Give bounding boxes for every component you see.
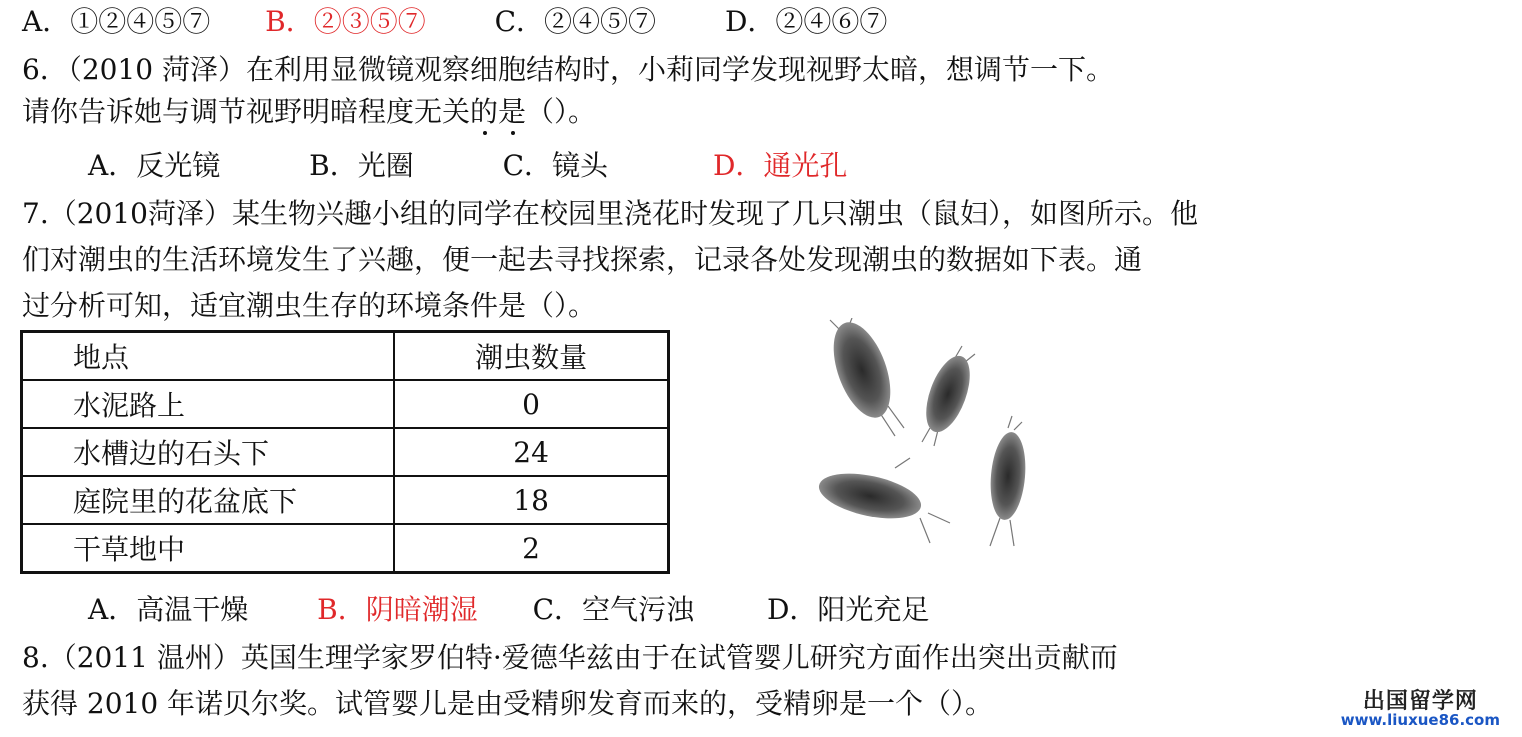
q5-options <box>22 2 887 42</box>
woodlouse-count-table <box>20 330 670 574</box>
table-row <box>22 380 669 428</box>
table-cell-location: 水槽边的石头下 <box>22 428 395 476</box>
q5-option-a: A．①②④⑤⑦ <box>22 5 211 38</box>
q5-option-d: D．②④⑥⑦ <box>724 5 888 38</box>
table-cell-count: 0 <box>394 380 668 428</box>
woodlouse-body <box>815 466 925 527</box>
q6-line-1: 6．（2010 菏泽）在利用显微镜观察细胞结构时，小莉同学发现视野太暗，想调节一下。 <box>22 53 1114 86</box>
table-row <box>22 524 669 573</box>
q7-option-c: C．空气污浊 <box>532 593 695 626</box>
emphasis-dot <box>483 131 487 135</box>
q6-option-c: C．镜头 <box>502 149 609 182</box>
table-cell-location: 庭院里的花盆底下 <box>22 476 395 524</box>
woodlouse-illustration <box>800 318 1045 558</box>
q7-line-1: 7.（2010菏泽）某生物兴趣小组的同学在校园里浇花时发现了几只潮虫（鼠妇），如图所示。他 <box>22 197 1198 230</box>
q7-line-2: 们对潮虫的生活环境发生了兴趣，便一起去寻找探索，记录各处发现潮虫的数据如下表。通 <box>22 243 1143 276</box>
site-watermark <box>1341 690 1500 729</box>
table-header-location: 地点 <box>22 332 395 381</box>
table-header-count: 潮虫数量 <box>394 332 668 381</box>
q7-option-b: B．阴暗潮湿 <box>317 593 478 626</box>
table-row <box>22 428 669 476</box>
q7-options <box>88 590 929 630</box>
q6-options <box>88 146 847 186</box>
table-cell-count: 18 <box>394 476 668 524</box>
q6-option-d: D．通光孔 <box>712 149 848 182</box>
woodlouse-body <box>987 431 1029 522</box>
table-header-row <box>22 332 669 381</box>
q7-option-d: D．阳光充足 <box>766 593 930 626</box>
table-cell-location: 水泥路上 <box>22 380 395 428</box>
q6-option-a: A．反光镜 <box>88 149 221 182</box>
emphasis-dot <box>511 131 515 135</box>
table-cell-count: 24 <box>394 428 668 476</box>
woodlouse-bodies <box>815 318 1029 526</box>
watermark-url: www.liuxue86.com <box>1340 711 1500 730</box>
q7-line-3: 过分析可知，适宜潮虫生存的环境条件是（）。 <box>22 289 597 322</box>
q8-line-2: 获得 2010 年诺贝尔奖。试管婴儿是由受精卵发育而来的，受精卵是一个（）。 <box>22 687 994 720</box>
q8-line-1: 8.（2011 温州）英国生理学家罗伯特·爱德华兹由于在试管婴儿研究方面作出突出贡献而 <box>22 641 1118 674</box>
woodlouse-body <box>917 350 978 437</box>
table-cell-location: 干草地中 <box>22 524 395 573</box>
q5-option-c: C．②④⑤⑦ <box>494 5 657 38</box>
table-row <box>22 476 669 524</box>
q6-option-b: B．光圈 <box>309 149 414 182</box>
q7-option-a: A．高温干燥 <box>88 593 249 626</box>
table-cell-count: 2 <box>394 524 668 573</box>
q6-line-2: 请你告诉她与调节视野明暗程度无关的是（）。 <box>22 95 597 128</box>
watermark-title: 出国留学网 <box>1362 689 1478 715</box>
q5-option-b: B．②③⑤⑦ <box>265 5 426 38</box>
